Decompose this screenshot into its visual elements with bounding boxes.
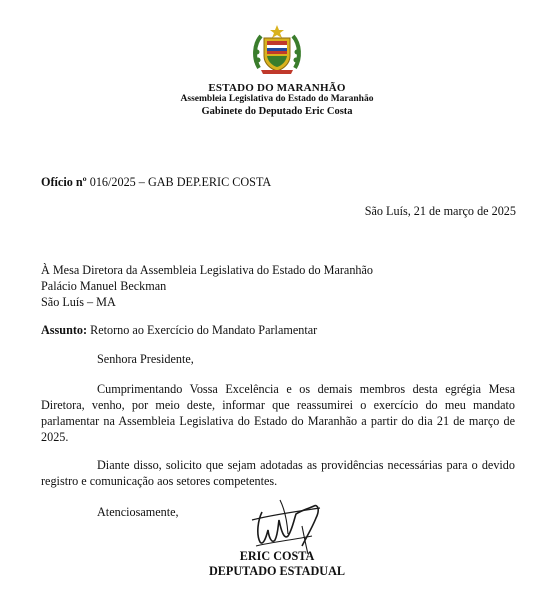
recipient-line-3: São Luís – MA [41,295,116,309]
subject-text: Retorno ao Exercício do Mandato Parlamentar [90,323,318,337]
recipient-line-1: À Mesa Diretora da Assembleia Legislativa do Estado do Maranhão [41,263,374,277]
state-coat-of-arms-icon [251,24,303,76]
oficio-label: Ofício nº [41,175,87,189]
signatory-name: ERIC COSTA [239,549,315,563]
header-state-name: ESTADO DO MARANHÃO [208,82,346,94]
handwritten-signature-icon [232,490,332,558]
subject-line [41,322,317,338]
date-line: São Luís, 21 de março de 2025 [364,204,516,218]
closing: Atenciosamente, [97,505,179,519]
header-office-name: Gabinete do Deputado Eric Costa [201,106,353,117]
body-paragraph-2: Diante disso, solicito que sejam adotadas as providências necessárias para o devido registro e comunicação aos setores competentes. [41,458,515,488]
oficio-line [41,174,271,190]
oficio-number: 016/2025 – GAB DEP.ERIC COSTA [89,175,272,189]
recipient-line-2: Palácio Manuel Beckman [41,279,167,293]
subject-label: Assunto: [41,323,88,337]
header-assembly-name: Assembleia Legislativa do Estado do Maranhão [180,94,374,104]
body-paragraph-1: Cumprimentando Vossa Excelência e os demais membros desta egrégia Mesa Diretora, venho, por meio deste, informar que reassumirei o exercício do meu mandato parlamentar na Assembleia Legislativa do Estado do Maranhão a partir do dia 21 de março de 2025. [41,382,515,444]
greeting: Senhora Presidente, [97,352,194,366]
signatory-title: DEPUTADO ESTADUAL [209,564,345,578]
